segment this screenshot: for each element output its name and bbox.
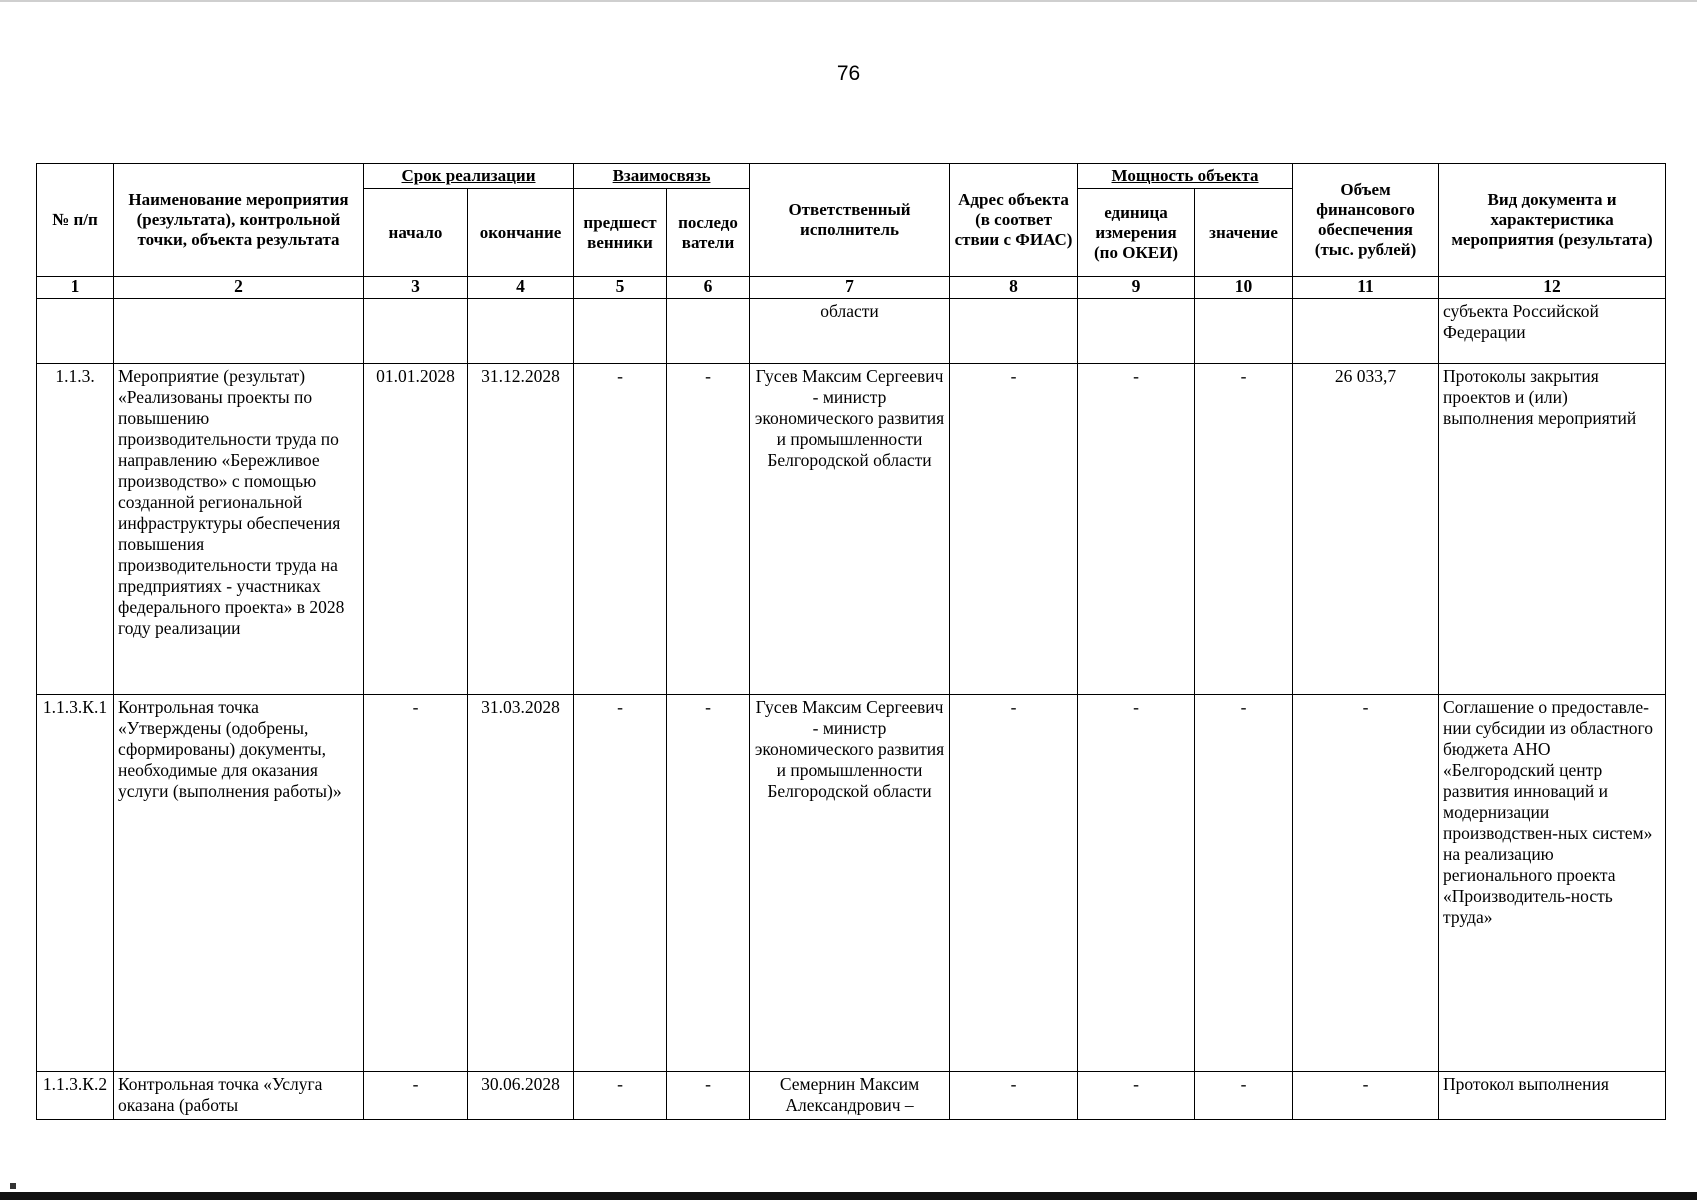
cell-start — [364, 298, 468, 363]
column-number: 11 — [1293, 277, 1439, 298]
column-number: 7 — [750, 277, 950, 298]
cell-doc: Протокол выполнения — [1439, 1072, 1666, 1120]
column-number: 12 — [1439, 277, 1666, 298]
column-number: 5 — [574, 277, 667, 298]
table-row — [37, 694, 1666, 1071]
cell-pred: - — [574, 694, 667, 1071]
cell-succ — [667, 298, 750, 363]
column-number: 10 — [1195, 277, 1293, 298]
cell-unit: - — [1078, 1072, 1195, 1120]
header-successors: последо ватели — [667, 189, 750, 277]
column-number: 9 — [1078, 277, 1195, 298]
column-number: 2 — [114, 277, 364, 298]
cell-unit: - — [1078, 694, 1195, 1071]
cell-num: 1.1.3.К.2 — [37, 1072, 114, 1120]
header-capacity-group: Мощность объекта — [1078, 164, 1293, 189]
scan-mark — [10, 1183, 16, 1189]
header-funding: Объем финансового обеспечения (тыс. рублей) — [1293, 164, 1439, 277]
header-predecessors: предшест венники — [574, 189, 667, 277]
cell-start: 01.01.2028 — [364, 363, 468, 694]
page-number: 76 — [836, 62, 861, 85]
cell-doc: Соглашение о предоставле-нии субсидии из областного бюджета АНО «Белгородский центр развития инноваций и модернизации производствен-ных систем» на реализацию регионального проекта «Производитель-ность труда» — [1439, 694, 1666, 1071]
cell-doc: Протоколы закрытия проектов и (или) выполнения мероприятий — [1439, 363, 1666, 694]
column-number: 3 — [364, 277, 468, 298]
header-period-group: Срок реализации — [364, 164, 574, 189]
column-number: 6 — [667, 277, 750, 298]
cell-funding: - — [1293, 1072, 1439, 1120]
table-row — [37, 1072, 1666, 1120]
cell-executor: области — [750, 298, 950, 363]
header-value: значение — [1195, 189, 1293, 277]
cell-name: Контрольная точка «Утверждены (одобрены, сформированы) документы, необходимые для оказания услуги (выполнения работы)» — [114, 694, 364, 1071]
cell-end: 30.06.2028 — [468, 1072, 574, 1120]
cell-name — [114, 298, 364, 363]
cell-doc: субъекта Российской Федерации — [1439, 298, 1666, 363]
cell-num: 1.1.3. — [37, 363, 114, 694]
header-link-group: Взаимосвязь — [574, 164, 750, 189]
scan-top-edge — [0, 0, 1697, 2]
cell-pred: - — [574, 363, 667, 694]
cell-end — [468, 298, 574, 363]
cell-value: - — [1195, 694, 1293, 1071]
cell-address — [950, 298, 1078, 363]
cell-succ: - — [667, 1072, 750, 1120]
cell-num: 1.1.3.К.1 — [37, 694, 114, 1071]
cell-value: - — [1195, 1072, 1293, 1120]
cell-name: Контрольная точка «Услуга оказана (работы — [114, 1072, 364, 1120]
scan-bottom-edge — [0, 1192, 1697, 1200]
cell-unit — [1078, 298, 1195, 363]
header-unit: единица измерения (по ОКЕИ) — [1078, 189, 1195, 277]
cell-address: - — [950, 363, 1078, 694]
column-number: 4 — [468, 277, 574, 298]
cell-executor: Гусев Максим Сергеевич - министр экономического развития и промышленности Белгородской области — [750, 694, 950, 1071]
table-row — [37, 363, 1666, 694]
header-name: Наименование мероприятия (результата), контрольной точки, объекта результата — [114, 164, 364, 277]
header-end: окончание — [468, 189, 574, 277]
plan-table — [36, 163, 1666, 1120]
cell-succ: - — [667, 363, 750, 694]
header-num: № п/п — [37, 164, 114, 277]
cell-num — [37, 298, 114, 363]
cell-pred: - — [574, 1072, 667, 1120]
header-executor: Ответственный исполнитель — [750, 164, 950, 277]
cell-start: - — [364, 1072, 468, 1120]
cell-end: 31.03.2028 — [468, 694, 574, 1071]
table-row — [37, 298, 1666, 363]
cell-address: - — [950, 1072, 1078, 1120]
header-row-1 — [37, 164, 1666, 189]
cell-funding — [1293, 298, 1439, 363]
cell-pred — [574, 298, 667, 363]
cell-funding: - — [1293, 694, 1439, 1071]
column-number: 1 — [37, 277, 114, 298]
cell-unit: - — [1078, 363, 1195, 694]
cell-name: Мероприятие (результат) «Реализованы проекты по повышению производительности труда по направлению «Бережливое производство» с помощью созданной региональной инфраструктуры обеспечения повышения производительности труда на предприятиях - участниках федерального проекта» в 2028 году реализации — [114, 363, 364, 694]
cell-value — [1195, 298, 1293, 363]
cell-funding: 26 033,7 — [1293, 363, 1439, 694]
cell-start: - — [364, 694, 468, 1071]
cell-value: - — [1195, 363, 1293, 694]
cell-address: - — [950, 694, 1078, 1071]
cell-executor: Гусев Максим Сергеевич - министр экономического развития и промышленности Белгородской области — [750, 363, 950, 694]
cell-end: 31.12.2028 — [468, 363, 574, 694]
cell-succ: - — [667, 694, 750, 1071]
column-number-row — [37, 277, 1666, 298]
header-doc-type: Вид документа и характеристика мероприятия (результата) — [1439, 164, 1666, 277]
cell-executor: Семернин Максим Александрович – — [750, 1072, 950, 1120]
header-start: начало — [364, 189, 468, 277]
header-address: Адрес объекта (в соответ ствии с ФИАС) — [950, 164, 1078, 277]
column-number: 8 — [950, 277, 1078, 298]
